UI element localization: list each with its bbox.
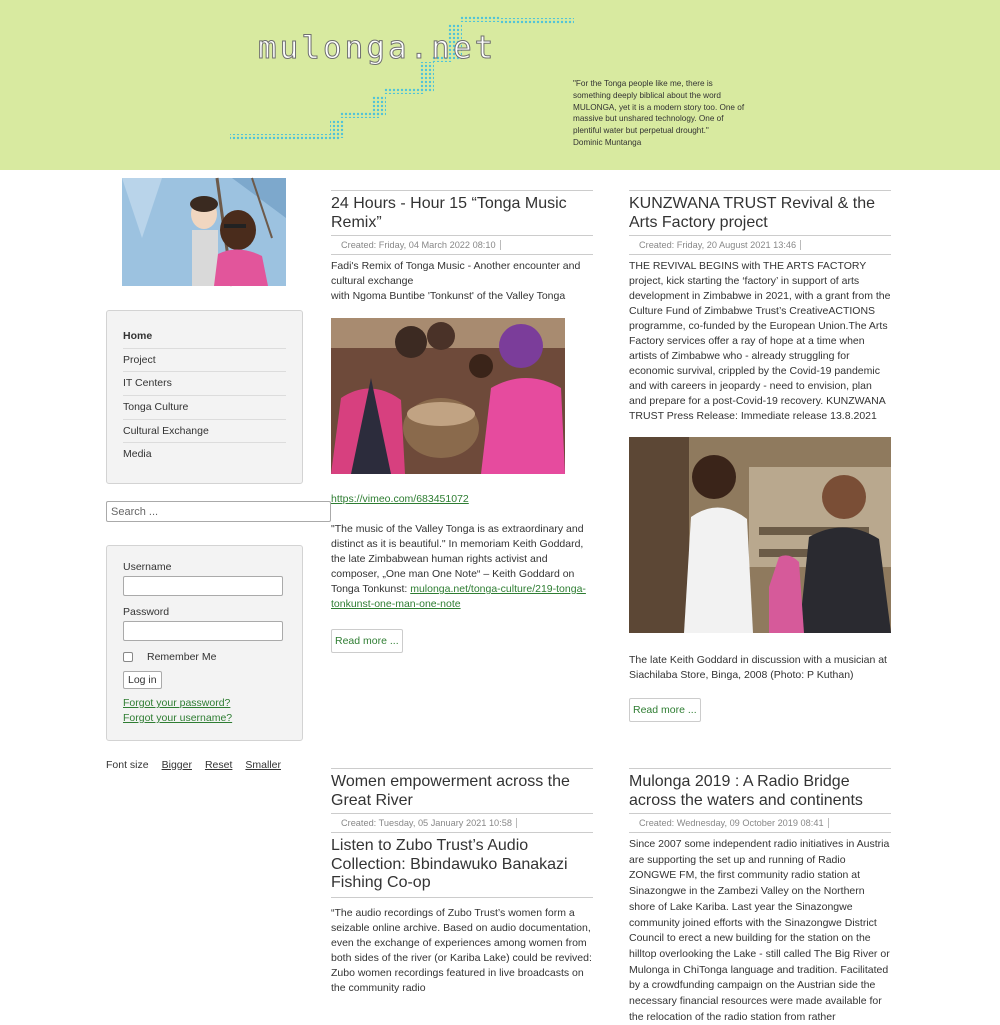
menu-item-cultural-exchange[interactable]: Cultural Exchange	[123, 420, 286, 444]
menu-item-home[interactable]: Home	[123, 325, 286, 349]
forgot-password-link[interactable]: Forgot your password?	[123, 697, 231, 709]
menu-item-it-centers[interactable]: IT Centers	[123, 372, 286, 396]
article-photo-drumming	[331, 318, 565, 474]
article-body: “The audio recordings of Zubo Trust’s women form a seizable online archive. Based on audio documentation, even the exchange of experiences among women from both sides of the river (or Kariba Lake) could be revived: Zubo women recordings featured in live broadcasts on the community radio	[331, 906, 592, 994]
font-smaller-link[interactable]: Smaller	[245, 759, 281, 771]
forgot-username-link[interactable]: Forgot your username?	[123, 712, 233, 724]
password-label: Password	[123, 606, 170, 618]
article-body: THE REVIVAL BEGINS with THE ARTS FACTORY project, kick starting the ‘factory’ in support of arts development in Zimbabwe in 2021, with a grant from the Culture Fund of Zimbabwe Trust’s CreativeACTIONS programme, co-funded by the European Union.The Arts Factory services offer a ray of hope at a time when artists of Zimbabwe who - already struggling for economic survival, crippled by the Covid-19 pandemic and with careers in jeopardy - need to envision, plan and prepare for a post-Covid-19 recovery. KUNZWANA TRUST Press Release: Immediate release 13.8.2021	[629, 260, 891, 422]
main-menu	[106, 310, 303, 484]
font-size-label: Font size	[106, 759, 149, 771]
username-label: Username	[123, 561, 172, 573]
remember-me-row	[123, 651, 286, 663]
remember-me-label: Remember Me	[147, 651, 217, 663]
menu-item-project[interactable]: Project	[123, 349, 286, 373]
menu-item-media[interactable]: Media	[123, 448, 152, 461]
article-created-date: Created: Friday, 04 March 2022 08:10	[331, 235, 593, 255]
login-button[interactable]: Log in	[123, 671, 162, 689]
article-created-date: Created: Wednesday, 09 October 2019 08:41	[629, 813, 891, 833]
article-subtitle: Listen to Zubo Trust’s Audio Collection: Bbindawuko Banakazi Fishing Co-op	[331, 833, 593, 898]
login-form	[106, 545, 303, 741]
password-field[interactable]	[123, 621, 283, 641]
article-tonga-music-remix	[331, 190, 593, 304]
article-quote-text: "The music of the Valley Tonga is as extraordinary and distinct as it is beautiful." In memoriam Keith Goddard, the late Zimbabwean human rights activist and composer, „One man One Note“ – Keith Goddard on Tonga Tonkunst:	[331, 523, 584, 595]
article-body: Since 2007 some independent radio initiatives in Austria are supporting the set up and running of Radio ZONGWE FM, the first community radio station at Sinazongwe in the Zambezi Valley on the Northern shore of Lake Kariba. Last year the Sinazongwe community joined efforts with the Sinazongwe District Council to erect a new building for the station on the hilltop overlooking the Lake - still called The Big River or Mulonga in ChiTonga language and tradition. Facilitated by a crowdfunding campaign on the Austrian side the necessary financial resources were made available for the relocation of the radio station from rather	[629, 838, 890, 1023]
username-field[interactable]	[123, 576, 283, 596]
tonga-tonkunst-link[interactable]: mulonga.net/tonga-culture/219-tonga-tonkunst-one-man-one-note	[331, 583, 586, 610]
article-title[interactable]: Mulonga 2019 : A Radio Bridge across the waters and continents	[629, 773, 863, 809]
article-title[interactable]: 24 Hours - Hour 15 “Tonga Music Remix”	[331, 195, 567, 231]
quote-text: "For the Tonga people like me, there is something deeply biblical about the word MULONGA, yet it is a modern story too. One of massive but unshared technology. One of plentiful water but perpetual drought."	[573, 79, 745, 136]
header-quote	[573, 78, 748, 149]
menu-item-tonga-culture[interactable]: Tonga Culture	[123, 396, 286, 420]
header-banner	[0, 0, 1000, 170]
photo-caption: The late Keith Goddard in discussion with a musician at Siachilaba Store, Binga, 2008 (Photo: P Kuthan)	[629, 654, 887, 681]
article-title[interactable]: KUNZWANA TRUST Revival & the Arts Factory project	[629, 195, 875, 231]
font-reset-link[interactable]: Reset	[204, 759, 233, 771]
article-intro: Fadi's Remix of Tonga Music - Another encounter and cultural exchange	[331, 260, 581, 287]
search-input[interactable]	[106, 501, 331, 522]
article-mulonga-2019	[629, 768, 891, 1025]
read-more-button[interactable]: Read more ...	[331, 629, 403, 653]
article-intro-2: with Ngoma Buntibe 'Tonkunst' of the Valley Tonga	[331, 290, 566, 302]
article-link-block	[331, 492, 593, 507]
font-bigger-link[interactable]: Bigger	[161, 759, 192, 771]
river-path-graphic	[0, 0, 1000, 170]
sidebar-photo	[122, 178, 286, 286]
article-kunzwana-trust	[629, 190, 891, 424]
vimeo-link[interactable]: https://vimeo.com/683451072	[331, 493, 469, 505]
remember-me-checkbox[interactable]	[123, 652, 133, 662]
article-women-empowerment	[331, 768, 593, 996]
site-title[interactable]: mulonga.net	[258, 30, 497, 66]
article-created-date: Created: Tuesday, 05 January 2021 10:58	[331, 813, 593, 833]
article-title[interactable]: Women empowerment across the Great River	[331, 773, 570, 809]
article-photo-siachilaba-store	[629, 437, 891, 633]
article-created-date: Created: Friday, 20 August 2021 13:46	[629, 235, 891, 255]
article-quote-body	[331, 522, 593, 612]
font-size-controls	[106, 759, 281, 771]
quote-author: Dominic Muntanga	[573, 137, 642, 147]
read-more-button[interactable]: Read more ...	[629, 698, 701, 722]
